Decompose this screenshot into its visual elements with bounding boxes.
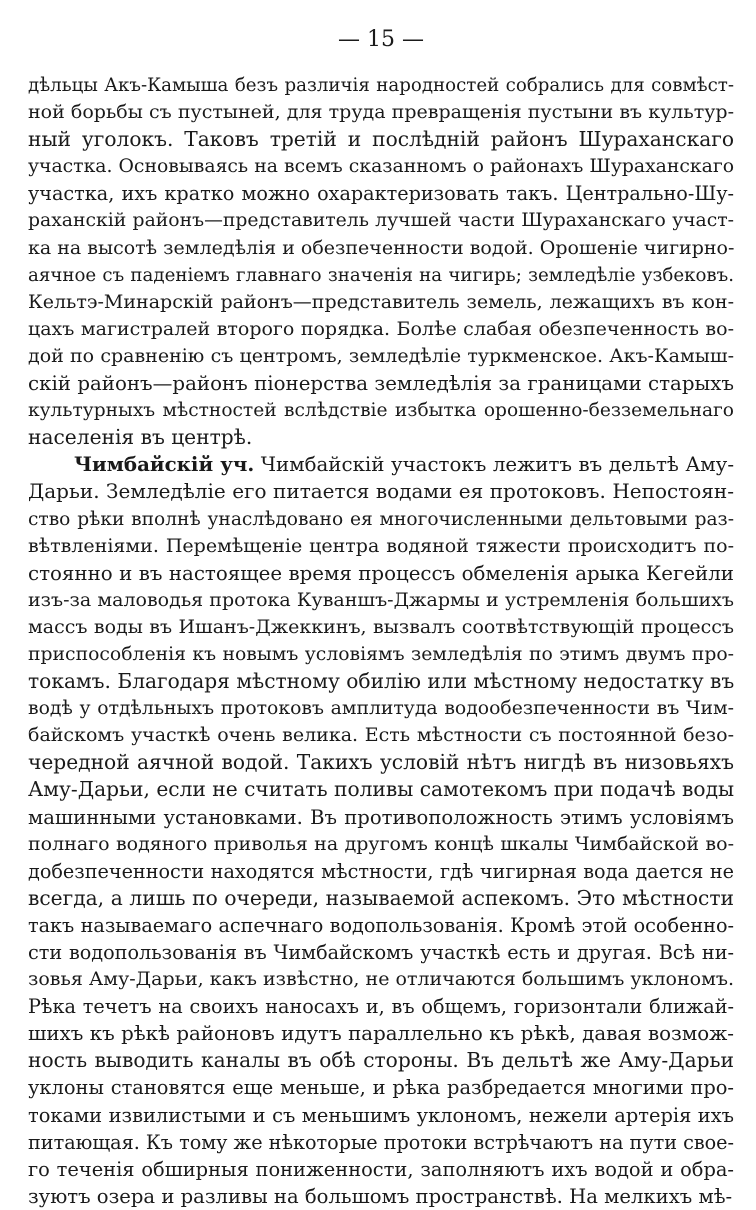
paragraph-1	[28, 72, 734, 451]
text-line: культурныхъ мѣстностей вслѣдствіе избытка орошенно-безземельнаго	[28, 400, 734, 422]
text-line: изъ-за маловодья протока Куваншъ-Джармы и устремленія большихъ	[28, 588, 734, 611]
text-line: Кельтэ-Минарскій районъ—представитель земель, лежащихъ въ кон-	[28, 290, 734, 313]
text-line: дѣльцы Акъ-Камыша безъ различія народностей собрались для совмѣст-	[28, 75, 734, 96]
text-line: уклоны становятся еще меньше, и рѣка разбредается многими про-	[28, 1076, 734, 1100]
text-line: раханскій районъ—представитель лучшей части Шураханскаго участ-	[28, 210, 734, 232]
body-text	[28, 72, 734, 1210]
text-line: зовья Аму-Дарьи, какъ извѣстно, не отличаются большимъ уклономъ.	[28, 968, 734, 991]
text-line: го теченія обширныя пониженности, заполняютъ ихъ водой и обра-	[28, 1157, 734, 1181]
text-line: зуютъ озера и разливы на большомъ пространствѣ. На мелкихъ мѣ-	[28, 1184, 733, 1208]
text-line: скій районъ—районъ піонерства земледѣлія за границами старыхъ	[28, 372, 734, 396]
text-line: машинными установками. Въ противоположность этимъ условіямъ	[28, 805, 734, 829]
text-line: шихъ къ рѣкѣ районовъ идутъ параллельно къ рѣкѣ, давая возмож-	[28, 1022, 734, 1046]
text-line: Дарьи. Земледѣліе его питается водами ея протоковъ. Непостоян-	[28, 479, 734, 504]
text-line: полнаго водяного приволья на другомъ концѣ шкалы Чимбайской во-	[28, 832, 734, 855]
section-heading: Чимбайскій уч.	[74, 452, 255, 477]
text-line: Рѣка течетъ на своихъ наносахъ и, въ общемъ, горизонтали ближай-	[28, 995, 734, 1019]
text-line: токамъ. Благодаря мѣстному обилію или мѣстному недостатку въ	[28, 669, 735, 694]
text-line: такъ называемаго аспечнаго водопользованія. Кромѣ этой особенно-	[28, 913, 734, 937]
text-line: ка на высотѣ земледѣлія и обезпеченности водой. Орошеніе чигирно-	[28, 236, 735, 259]
text-line: аячное съ паденіемъ главнаго значенія на чигирь; земледѣліе узбековъ.	[28, 264, 734, 286]
text-line: сти водопользованія въ Чимбайскомъ участкѣ есть и другая. Всѣ ни-	[28, 941, 734, 964]
paragraph-2	[28, 451, 734, 1210]
text-line: массъ воды въ Ишанъ-Джеккинъ, вызвалъ соотвѣтствующій процессъ	[28, 615, 734, 638]
text-line	[28, 451, 734, 478]
text-line: водѣ у отдѣльныхъ протоковъ амплитуда водообезпеченности въ Чим-	[28, 698, 734, 720]
text-line: ный уголокъ. Таковъ третій и послѣдній районъ Шураханскаго	[28, 127, 734, 152]
text-line: питающая. Къ тому же нѣкоторые протоки встрѣчаютъ на пути свое-	[28, 1130, 735, 1154]
text-line: дой по сравненію съ центромъ, земледѣліе туркменское. Акъ-Камыш-	[28, 344, 734, 367]
page-number: — 15 —	[338, 27, 424, 52]
text-line: цахъ магистралей второго порядка. Болѣе слабая обезпеченность во-	[28, 317, 734, 340]
text-line: вѣтвленіями. Перемѣщеніе центра водяной тяжести происходитъ по-	[28, 534, 734, 557]
heading-line-rest: Чимбайскій участокъ лежитъ въ дельтѣ Аму-	[254, 453, 735, 477]
text-line: стоянно и въ настоящее время процессъ обмеленія арыка Кегейли	[28, 561, 734, 585]
text-line: всегда, а лишь по очереди, называемой аспекомъ. Это мѣстности	[28, 885, 734, 910]
text-line: ство рѣки вполнѣ унаслѣдовано ея многочисленными дельтовыми раз-	[28, 508, 734, 530]
text-line: токами извилистыми и съ меньшимъ уклономъ, нежели артерія ихъ	[28, 1103, 734, 1127]
text-line: участка, ихъ кратко можно охарактеризовать такъ. Центрально-Шу-	[28, 182, 734, 206]
text-line: приспособленія къ новымъ условіямъ земледѣлія по этимъ двумъ про-	[28, 643, 734, 665]
text-line: ность выводить каналы въ обѣ стороны. Въ дельтѣ же Аму-Дарьи	[28, 1048, 734, 1073]
text-line: добезпеченности находятся мѣстности, гдѣ чигирная вода дается не	[28, 859, 734, 883]
text-line: чередной аячной водой. Такихъ условій нѣтъ нигдѣ въ низовьяхъ	[28, 750, 734, 775]
text-line: населенія въ центрѣ.	[28, 425, 253, 450]
text-line: Аму-Дарьи, если не считать поливы самотекомъ при подачѣ воды	[28, 777, 735, 802]
text-line: байскомъ участкѣ очень велика. Есть мѣстности съ постоянной безо-	[28, 724, 734, 747]
text-line: участка. Основываясь на всемъ сказанномъ о районахъ Шураханскаго	[28, 156, 734, 178]
text-line: ной борьбы съ пустыней, для труда превращенія пустыни въ культур-	[28, 101, 734, 124]
